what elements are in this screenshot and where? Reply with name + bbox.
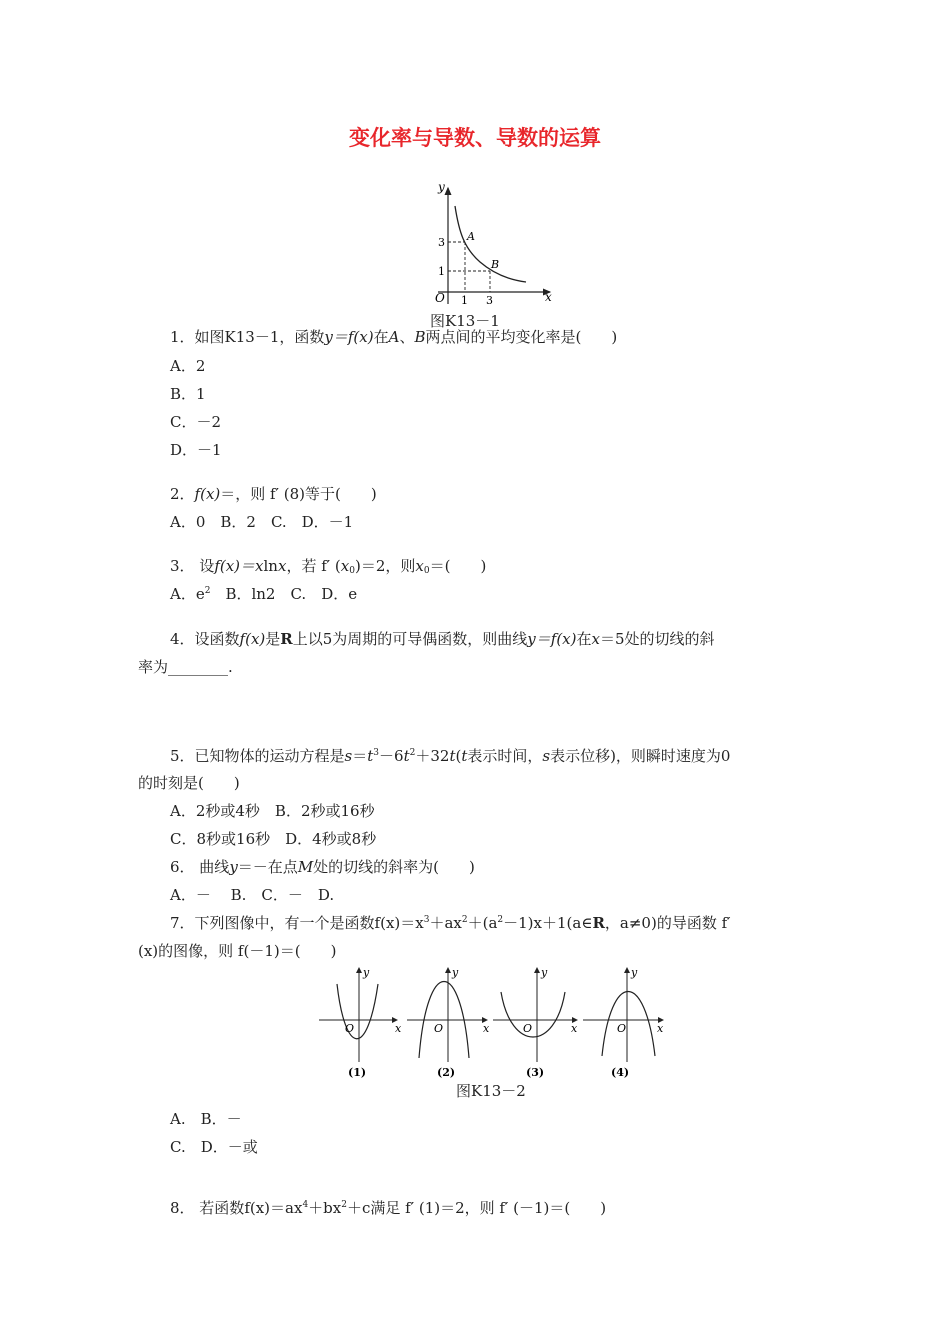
x-tick-1: 1 [461, 294, 468, 307]
point-a-label: A [467, 230, 475, 243]
panel-1-label: (1) [348, 1066, 367, 1079]
q5-options-row-1: A．2秒或4秒 B．2秒或16秒 [170, 802, 375, 820]
origin-label: O [435, 291, 445, 305]
point-b-label: B [491, 258, 500, 271]
fig1-caption: 图K13－1 [430, 312, 500, 330]
svg-text:O: O [434, 1022, 444, 1035]
svg-text:O: O [617, 1022, 627, 1035]
y-axis-label: y [438, 180, 445, 194]
svg-text:y: y [452, 966, 459, 979]
svg-text:x: x [483, 1022, 490, 1035]
svg-text:O: O [345, 1022, 355, 1035]
q5-options-row-2: C．8秒或16秒 D．4秒或8秒 [170, 830, 377, 848]
q6-options: A．－ B. C．－ D. [170, 886, 335, 904]
x-axis-label: x [545, 290, 552, 304]
question-1: 1．如图K13－1，函数y＝f(x)在A、B两点间的平均变化率是( ) [170, 328, 618, 346]
svg-text:y: y [363, 966, 370, 979]
page-title: 变化率与导数、导数的运算 [349, 126, 601, 150]
panel-4 [583, 966, 664, 1079]
q7-options-row-2: C. D．－或 [170, 1138, 258, 1156]
panel-3 [493, 966, 578, 1079]
panel-2-label: (2) [437, 1066, 456, 1079]
svg-text:y: y [541, 966, 548, 979]
question-5-line-2: 的时刻是( ) [138, 774, 240, 792]
question-4-line-2: 率为________. [138, 658, 233, 676]
x-tick-3: 3 [486, 294, 493, 307]
panel-4-label: (4) [611, 1066, 630, 1079]
svg-text:O: O [523, 1022, 533, 1035]
question-6: 6． 曲线y＝－在点M处的切线的斜率为( ) [170, 858, 475, 876]
svg-text:y: y [631, 966, 638, 979]
panel-1 [319, 966, 402, 1079]
fig2-caption: 图K13－2 [456, 1082, 526, 1100]
svg-text:x: x [395, 1022, 402, 1035]
question-8: 8． 若函数$f(x)=ax^4+bx^2+c$满足 f′ (1)＝2，则 f′ (－1)＝( ) [170, 1199, 607, 1217]
question-7-line-2: (x)的图像，则 f(－1)＝( ) [138, 942, 337, 960]
q3-options: A．$e^2$ B．ln2 C. D．e [170, 585, 358, 603]
q2-options: A．0 B．2 C. D．－1 [170, 513, 354, 531]
q1-option-b: B．1 [170, 385, 206, 403]
question-4-line-1: 4．设函数f(x)是R上以5为周期的可导偶函数，则曲线y＝f(x)在x＝5处的切线的斜 [170, 630, 715, 648]
question-3: 3． 设f(x)＝xlnx，若 f′ $(x_0)=2$，则$x_0=$( ) [170, 557, 487, 576]
question-5-line-1: 5．已知物体的运动方程是$s=t^3-6t^2+32t(t$表示时间，s表示位移)，则瞬时速度为0 [170, 747, 731, 765]
panel-2 [407, 966, 490, 1079]
q1-option-a: A．2 [170, 357, 206, 375]
q1-option-c: C．－2 [170, 413, 222, 431]
question-7-line-1: 7．下列图像中，有一个是函数$f(x)=x^3+ax^2+(a^2-1)x+1(a\in R$，a≠0)的导函数 f′ [170, 914, 731, 932]
figure-k13-1 [418, 180, 568, 310]
y-tick-3: 3 [438, 236, 445, 249]
svg-text:x: x [571, 1022, 578, 1035]
question-2: 2．f(x)＝，则 f′ (8)等于( ) [170, 485, 377, 503]
panel-3-label: (3) [526, 1066, 545, 1079]
q1-option-d: D．－1 [170, 441, 222, 459]
q7-options-row-1: A. B．－ [170, 1110, 242, 1128]
figure-k13-2 [315, 962, 670, 1082]
svg-text:x: x [657, 1022, 664, 1035]
y-tick-1: 1 [438, 265, 445, 278]
